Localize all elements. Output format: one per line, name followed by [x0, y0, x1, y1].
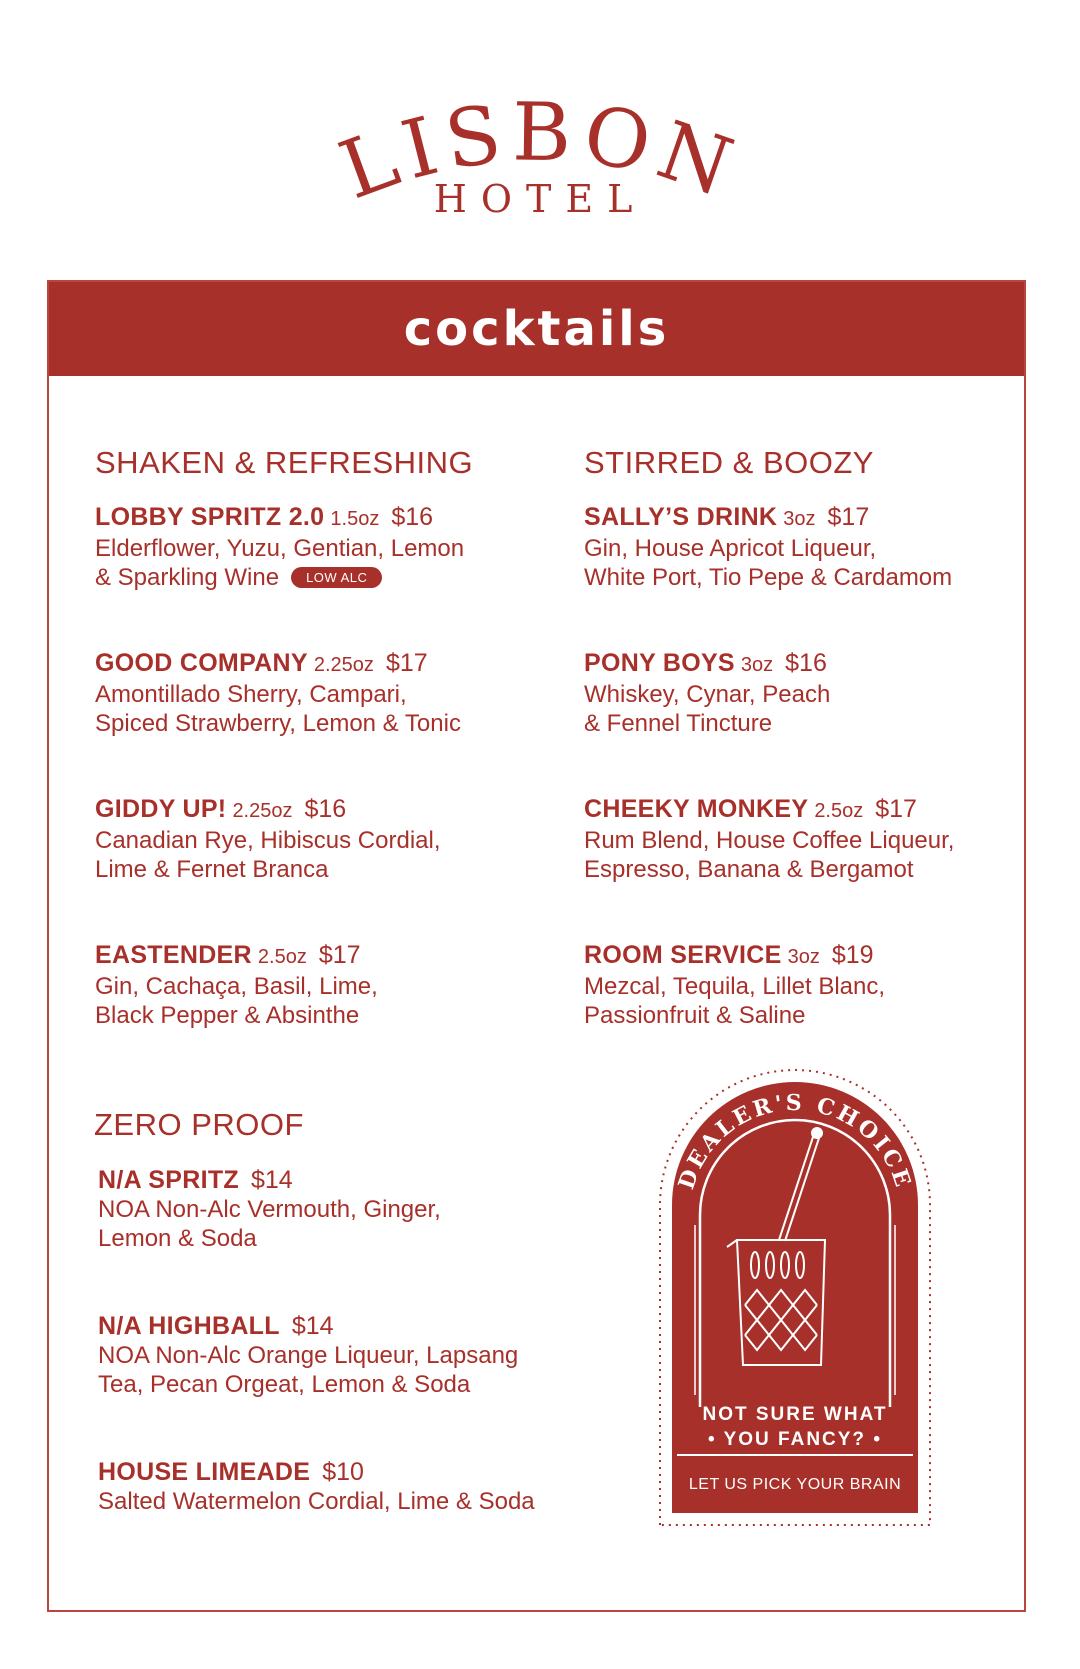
item-desc-line: Spiced Strawberry, Lemon & Tonic [95, 710, 461, 737]
dealers-choice-arc-text: DEALER'S CHOICE [673, 1089, 917, 1193]
logo-brand-sub: HOTEL [433, 177, 647, 221]
item-price: $14 [291, 1312, 334, 1340]
dealer-question-line: NOT SURE WHAT [702, 1404, 888, 1425]
item-desc-line: Lemon & Soda [98, 1225, 257, 1252]
item-name: EASTENDER [95, 941, 252, 969]
item-price: $17 [875, 795, 917, 823]
item-size: 3oz [783, 508, 816, 530]
dealer-question [655, 1402, 935, 1452]
item-desc-line: Canadian Rye, Hibiscus Cordial, [95, 827, 441, 854]
item-desc-line: Black Pepper & Absinthe [95, 1002, 360, 1029]
item-size: 2.25oz [232, 800, 293, 822]
item-name: SALLY’S DRINK [584, 503, 778, 531]
item-desc-line: Lime & Fernet Branca [95, 856, 329, 883]
item-desc-line: Gin, Cachaça, Basil, Lime, [95, 973, 378, 1000]
menu-item-lobby-spritz [95, 502, 464, 592]
menu-banner [49, 282, 1024, 376]
low-alc-badge: LOW ALC [291, 567, 382, 588]
item-name: ROOM SERVICE [584, 941, 782, 969]
item-size: 2.25oz [313, 654, 374, 676]
item-desc-line: Salted Watermelon Cordial, Lime & Soda [98, 1488, 535, 1515]
item-price: $19 [831, 941, 874, 969]
menu-item-na-highball [98, 1311, 518, 1399]
item-desc-line: Whiskey, Cynar, Peach [584, 681, 831, 708]
item-desc-line: Mezcal, Tequila, Lillet Blanc, [584, 973, 886, 1000]
item-price: $14 [250, 1166, 293, 1194]
item-size: 2.5oz [257, 946, 307, 968]
item-size: 2.5oz [814, 800, 864, 822]
item-desc-line: Tea, Pecan Orgeat, Lemon & Soda [98, 1371, 471, 1398]
item-desc-line: Rum Blend, House Coffee Liqueur, [584, 827, 955, 854]
item-name: GIDDY UP! [95, 795, 227, 823]
section-heading-stirred: STIRRED & BOOZY [584, 445, 874, 480]
hotel-logo [0, 80, 1080, 230]
menu-item-giddy-up [95, 794, 441, 884]
item-desc-line: Amontillado Sherry, Campari, [95, 681, 407, 708]
dealer-question-line: • YOU FANCY? • [708, 1429, 882, 1450]
section-heading-shaken: SHAKEN & REFRESHING [95, 445, 474, 480]
item-name: HOUSE LIMEADE [98, 1458, 311, 1486]
item-size: 3oz [740, 654, 774, 676]
menu-title: cocktails [403, 301, 670, 357]
item-desc-line: NOA Non-Alc Orange Liqueur, Lapsang [98, 1342, 519, 1369]
item-size: 1.5oz [330, 508, 380, 530]
item-desc-line: White Port, Tio Pepe & Cardamom [584, 564, 953, 591]
item-price: $16 [391, 503, 434, 531]
menu-item-room-service [584, 940, 885, 1030]
item-price: $17 [385, 649, 428, 677]
menu-item-house-limeade [98, 1457, 535, 1516]
item-desc-line: Elderflower, Yuzu, Gentian, Lemon [95, 535, 465, 562]
item-name: CHEEKY MONKEY [584, 795, 809, 823]
section-heading-zero-proof: ZERO PROOF [94, 1107, 304, 1142]
logo-brand-name: LISBON [328, 85, 751, 218]
item-price: $16 [304, 795, 347, 823]
item-size: 3oz [787, 946, 820, 968]
item-desc-line: & Sparkling Wine [95, 564, 280, 591]
item-price: $17 [827, 503, 870, 531]
dealers-choice-badge [655, 1065, 935, 1530]
item-name: PONY BOYS [584, 649, 735, 677]
menu-item-good-company [95, 648, 461, 738]
menu-item-eastender [95, 940, 378, 1030]
item-price: $10 [322, 1458, 364, 1486]
item-name: N/A SPRITZ [98, 1166, 239, 1194]
menu-item-na-spritz [98, 1165, 441, 1253]
menu-item-pony-boys [584, 648, 830, 738]
dealer-subtext: LET US PICK YOUR BRAIN [688, 1476, 902, 1493]
item-name: GOOD COMPANY [95, 649, 308, 677]
item-name: LOBBY SPRITZ 2.0 [95, 503, 325, 531]
menu-item-sallys-drink [584, 502, 952, 592]
item-desc-line: Gin, House Apricot Liqueur, [584, 535, 877, 562]
item-desc-line: Espresso, Banana & Bergamot [584, 856, 914, 883]
item-desc-line: NOA Non-Alc Vermouth, Ginger, [98, 1196, 441, 1223]
item-price: $17 [318, 941, 361, 969]
item-price: $16 [785, 649, 827, 677]
item-desc-line: Passionfruit & Saline [584, 1002, 806, 1029]
item-name: N/A HIGHBALL [98, 1312, 280, 1340]
menu-item-cheeky-monkey [584, 794, 954, 884]
item-desc-line: & Fennel Tincture [584, 710, 773, 737]
